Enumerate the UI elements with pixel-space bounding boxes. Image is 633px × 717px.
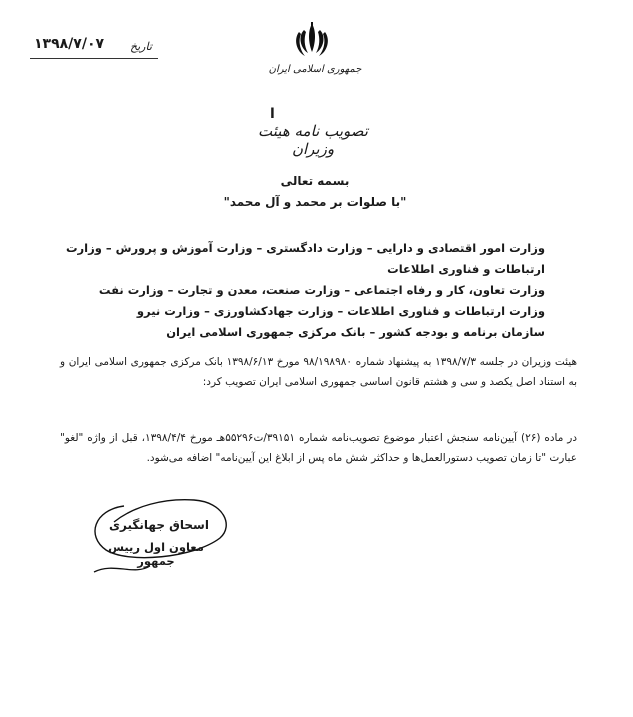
recipient-line: سازمان برنامه و بودجه کشور – بانک مرکزی جمهوری اسلامی ایران: [166, 325, 545, 339]
country-name: جمهوری اسلامی ایران: [268, 64, 362, 75]
date-value: ۱۳۹۸/۷/۰۷: [34, 36, 105, 52]
signer-title: معاون اول رییس جمهور: [108, 540, 204, 568]
salawat: "با صلوات بر محمد و آل محمد": [223, 195, 407, 209]
document-number: ا: [270, 106, 275, 122]
recipient-line: وزارت تعاون، کار و رفاه اجتماعی – وزارت صنعت، معدن و تجارت – وزارت نفت: [98, 283, 545, 297]
body-paragraph-1: هیئت وزیران در جلسه ۱۳۹۸/۷/۳ به پیشنهاد شماره ۹۸/۱۹۸۹۸۰ مورخ ۱۳۹۸/۶/۱۳ بانک مرکزی جمهوری اسلامی ایران و به استناد اصل یکصد و سی و هشتم قانون اساسی جمهوری اسلامی ایران تصویب کرد:: [60, 356, 577, 388]
body-paragraph-2: در ماده (۲۶) آیین‌نامه سنجش اعتبار موضوع تصویب‌نامه شماره ۳۹۱۵۱/ت۵۵۲۹۶هـ مورخ ۱۳۹۸/۴/۴، قبل از واژه "لغو" عبارت "تا زمان تصویب دستورالعمل‌ها و حداکثر شش ماه پس از ابلاغ این آیین‌نامه" اضافه می‌شود.: [60, 432, 578, 464]
recipient-line: وزارت ارتباطات و فناوری اطلاعات – وزارت جهادکشاورزی – وزارت نیرو: [136, 304, 545, 318]
recipient-line: وزارت امور اقتصادی و دارایی – وزارت دادگستری – وزارت آموزش و پرورش – وزارت ارتباطات و فناوری اطلاعات: [65, 241, 545, 276]
iran-emblem-icon: [292, 20, 332, 60]
signer-name: اسحاق جهانگیری: [109, 518, 209, 532]
document-title: تصویب نامه هیئت وزیران: [258, 122, 368, 158]
date-underline: [30, 58, 158, 59]
date-label: تاریخ: [130, 40, 152, 53]
recipients-list: [60, 238, 545, 343]
bismillah: بسمه تعالی: [280, 174, 350, 188]
